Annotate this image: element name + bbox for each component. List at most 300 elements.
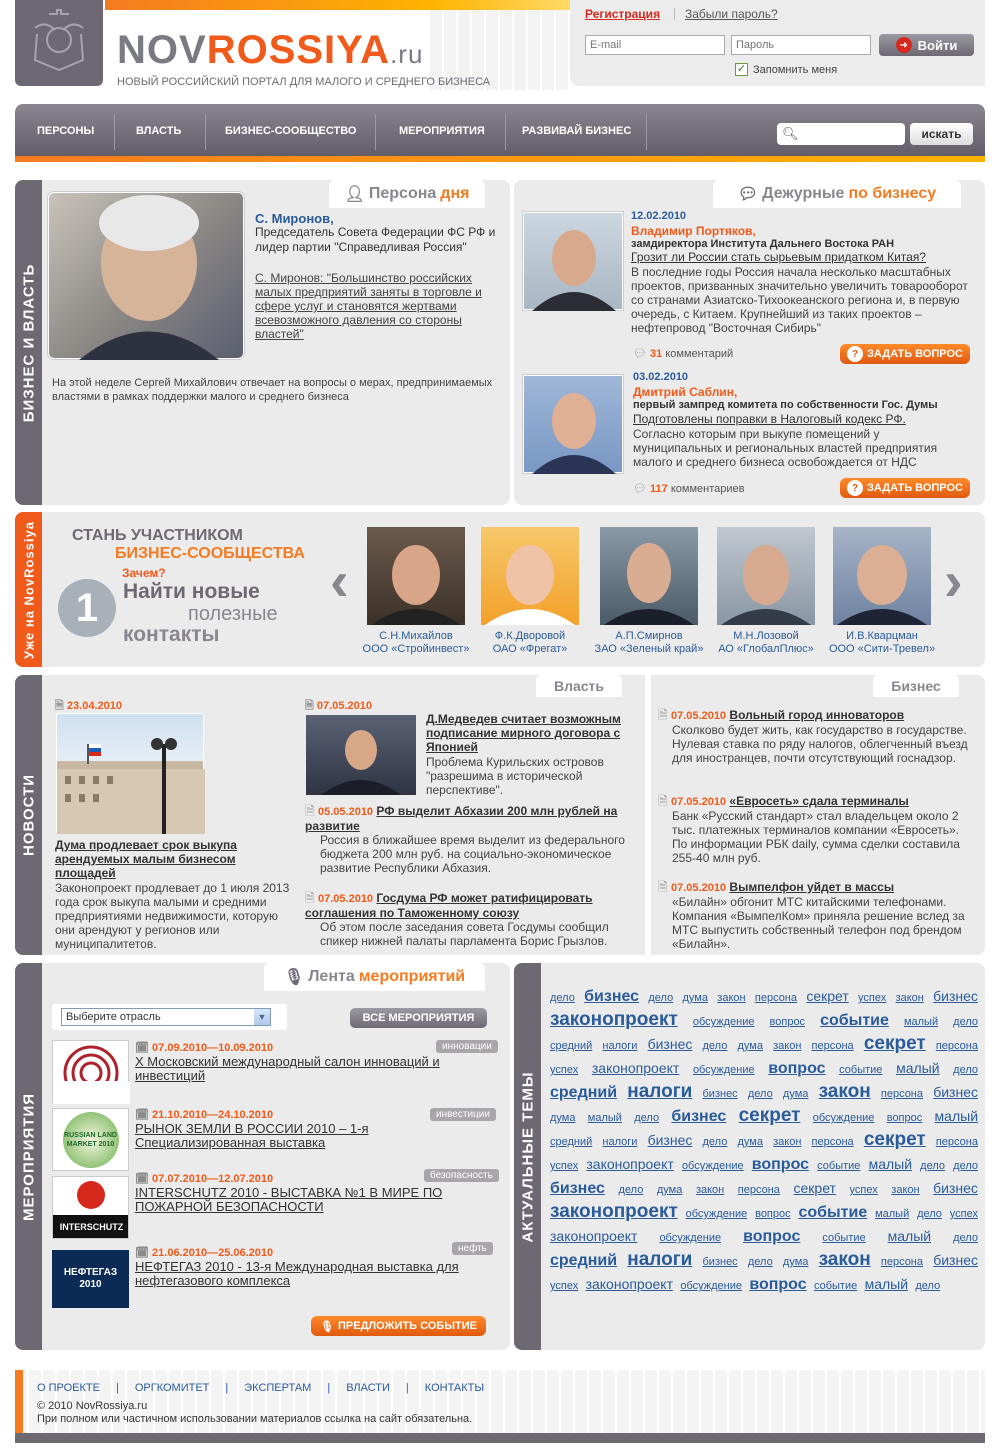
nav-item-power[interactable]: ВЛАСТЬ [136,125,182,137]
event-dates [135,1172,273,1185]
member-name[interactable]: Ф.К.Дворовой [494,630,566,642]
industry-select[interactable] [61,1008,271,1026]
question-icon: ? [847,480,863,496]
topic-tag[interactable]: событие [820,1012,889,1029]
footer-link[interactable]: ОРГКОМИТЕТ [134,1382,210,1394]
topic-tag[interactable]: закон [695,1184,725,1196]
topic-tag[interactable]: событие [813,1280,858,1292]
expert-text: В последние годы Россия начала несколько масштабных проектов, призванных значительно увеличить товарооборот со странами Азиатско-Тихоокеанского региона и, в первую очередь, с Китаем. Крупнейший из таких проектов – нефтепровод "Восточная Сибирь" [631,265,968,335]
topic-tag[interactable]: малый [903,1016,939,1028]
member-photo[interactable] [717,527,815,625]
footer-link[interactable]: ЭКСПЕРТАМ [244,1382,312,1394]
topic-tag[interactable]: дума [550,1112,576,1124]
member-photo[interactable] [481,527,579,625]
land-market-logo-text: RUSSIAN LAND MARKET 2010 [63,1112,119,1168]
footer-link[interactable]: О ПРОЕКТЕ [37,1382,100,1394]
document-icon: 🗎︎ [55,700,64,712]
nav-item-develop-business[interactable]: РАЗВИВАЙ БИЗНЕС [522,125,632,137]
calendar-icon: 🗓︎ [135,1109,149,1121]
footer-separator: | [115,1382,119,1394]
event-dates-text: 07.07.2010—12.07.2010 [152,1173,274,1185]
search-input[interactable] [777,123,905,145]
news-date-text: 07.05.2010 [671,796,727,808]
topic-tag[interactable]: успех [949,1208,978,1220]
news-date-text: 05.05.2010 [318,806,374,818]
member-photo[interactable] [600,527,698,625]
topic-tag[interactable]: персона [935,1040,978,1052]
expert-position: замдиректора Института Дальнего Востока РАН [631,238,895,250]
member-portrait [833,527,931,625]
nav-item-persons[interactable]: ПЕРСОНЫ [37,125,95,137]
nav-item-business-community[interactable]: БИЗНЕС-СООБЩЕСТВО [225,125,357,137]
interschutz-logo-text: INTERSCHUTZ [53,1215,129,1239]
business-news-tab[interactable]: Бизнес [873,675,959,697]
topic-tag[interactable]: законопроект [550,1228,638,1244]
news-text: Банк «Русский стандарт» стал владельцем около 2 тыс. платежных терминалов компании «Евросеть». По информации РБК daily, сумма сделки составила 255-40 млн руб. [672,809,960,865]
topic-tag[interactable]: обсуждение [681,1160,744,1172]
news-text: Сколково будет жить, как государство в государстве. Нулевая ставка по ряду налогов, облегченный въезд для иностранцев, почти отсутствующий госнадзор. [672,723,968,765]
topic-tag[interactable]: персона [811,1136,854,1148]
topic-tag[interactable]: персона [811,1040,854,1052]
topic-tag[interactable]: дело [747,1088,773,1100]
topic-tag[interactable]: малый [868,1156,913,1172]
section-sidebar [15,963,42,1350]
ask-button-label: ЗАДАТЬ ВОПРОС [867,482,963,494]
footer-separator: | [405,1382,409,1394]
topic-tag[interactable]: событие [817,1160,861,1172]
search-icon: 🔍︎ [782,126,799,141]
innovation-salon-logo [53,1041,130,1104]
member-name[interactable]: И.В.Кварцман [846,630,918,642]
section-title-community: Уже на NovRossiya [21,520,36,659]
ask-button-label: ЗАДАТЬ ВОПРОС [867,348,963,360]
topic-tag[interactable]: успех [550,1064,579,1076]
topic-tag[interactable]: успех [849,1184,878,1196]
topic-tag[interactable]: дело [953,1064,979,1076]
topic-tag[interactable]: малый [896,1060,940,1076]
topic-tag[interactable]: бизнес [550,1180,605,1197]
comments-number: 31 [650,348,663,360]
all-events-button[interactable]: ВСЕ МЕРОПРИЯТИЯ [350,1008,487,1028]
topic-tag[interactable]: дело [747,1256,773,1268]
persona-position: Председатель Совета Федерации ФС РФ и лидер партии "Справедливая Россия" [255,225,496,254]
topic-tag[interactable]: персона [935,1136,978,1148]
topic-tag[interactable]: персона [737,1184,780,1196]
expert-photo[interactable] [523,375,623,473]
topic-tag[interactable]: секрет [738,1105,801,1126]
nav-divider [646,114,647,150]
topic-tag[interactable]: дума [682,992,708,1004]
chat-bubble-icon: 💬︎ [737,186,759,203]
topic-tag[interactable]: персона [754,992,798,1004]
topic-tag[interactable]: обсуждение [685,1208,748,1220]
topic-tag[interactable]: вопрос [743,1228,801,1245]
reason-line2: полезные [188,603,278,625]
carousel-prev-icon[interactable]: ‹ [330,549,349,612]
news-date-text: 07.05.2010 [671,710,727,722]
topic-tag[interactable]: вопрос [768,1060,826,1077]
topic-tag[interactable]: малый [864,1276,909,1292]
event-dates [135,1246,273,1259]
topic-tag[interactable]: законопроект [591,1060,680,1076]
news-date-text: 07.05.2010 [318,893,374,905]
persona-of-day-tab [329,180,485,208]
topic-tag[interactable]: средний [550,1252,618,1269]
news-title-link[interactable]: Дума продлевает срок выкупа арендуемых малым бизнесом площадей [55,838,237,880]
question-icon: ? [847,346,863,362]
topic-tag[interactable]: бизнес [933,988,978,1004]
topic-tag[interactable]: секрет [863,1129,926,1150]
member-company: ООО «Стройинвест» [362,643,470,655]
section-sidebar [15,180,42,505]
topic-tag[interactable]: вопрос [886,1112,923,1124]
event-dates [135,1108,273,1121]
topic-tag[interactable]: малый [887,1228,932,1244]
topic-tag[interactable]: дело [618,1184,644,1196]
event-tag[interactable]: инвестиции [430,1108,496,1121]
document-icon: 🗎︎ [658,708,668,722]
document-icon: 🗎︎ [658,794,668,808]
persona-portrait [49,193,245,360]
event-tag[interactable]: нефть [452,1242,493,1255]
document-icon: 🗎︎ [305,700,314,712]
news-photo[interactable] [56,713,204,833]
news-title-link[interactable]: Д.Медведев считает возможным подписание мирного договора с Японией [426,712,621,754]
topic-tag[interactable]: налоги [602,1040,638,1052]
topic-tag[interactable]: дума [782,1256,809,1268]
member-name[interactable]: С.Н.Михайлов [379,630,453,642]
tab-word: Лента [308,968,355,985]
topic-tag[interactable]: дело [953,1016,978,1028]
topic-tag[interactable]: вопрос [769,1016,806,1028]
topic-tag[interactable]: средний [550,1040,593,1052]
topic-tag[interactable]: малый [875,1208,910,1220]
header-accent-bar [105,0,570,10]
expert-date: 12.02.2010 [631,210,687,222]
tab-word-accent: мероприятий [358,968,466,985]
news-text: «Билайн» обгонит МТС китайскими телефонами. Компания «ВымпелКом» приняла решение вслед за МТС выпустить собственный телефон под брендом «Билайн». [672,895,965,951]
microphone-icon: 🎙︎ [320,1320,334,1333]
site-logo[interactable] [117,30,423,74]
footer-separator: | [327,1382,331,1394]
power-news-tab[interactable]: Власть [536,675,622,697]
neftegaz-logo-text: НЕФТЕГАЗ 2010 [63,1267,118,1290]
topic-tag[interactable]: успех [550,1160,579,1172]
expert-name[interactable]: Дмитрий Саблин, [633,385,738,399]
propose-event-label: ПРЕДЛОЖИТЬ СОБЫТИЕ [338,1320,477,1332]
topic-tag[interactable]: дело [702,1040,728,1052]
news-date-text: 23.04.2010 [66,700,122,712]
topic-tag[interactable]: законопроект [586,1156,674,1172]
topic-tag[interactable]: обсуждение [812,1112,875,1124]
tag-cloud [548,985,980,1340]
forgot-password-link[interactable]: Забыли пароль? [685,7,778,21]
topic-tag[interactable]: персона [880,1088,924,1100]
topic-tag[interactable]: налоги [627,1081,693,1102]
news-text: Проблема Курильских островов "разрешима в исторической перспективе". [426,755,604,797]
document-icon: 🗎︎ [305,804,315,818]
events-feed-tab [264,963,485,991]
topic-tag[interactable]: закон [818,1081,871,1102]
reason-line3: контакты [123,623,220,646]
topic-tag[interactable]: дума [737,1136,763,1148]
expert-text: Согласно которым при выкупе помещений у муниципальных и региональных властей предприятия малого и среднего бизнеса освобождается от НДС [633,427,938,469]
comment-icon: 💬︎ [633,348,647,360]
topic-tag[interactable]: закон [818,1249,871,1270]
person-icon: 👤︎ [344,186,365,203]
expert-portrait [524,376,624,474]
topic-tag[interactable]: событие [798,1204,868,1221]
news-title-link[interactable]: РФ выделит Абхазии 200 млн рублей на развитие [305,804,618,833]
news-title-link[interactable]: Госдума РФ может ратифицировать соглашения по Таможенному союзу [305,891,593,920]
expert-portrait [524,213,624,311]
nav-divider [205,114,206,150]
section-sidebar [514,963,541,1350]
community-headline: СТАНЬ УЧАСТНИКОМ [72,527,243,544]
topic-tag[interactable]: дума [656,1184,683,1196]
event-dates-text: 07.09.2010—10.09.2010 [152,1042,274,1054]
news-date-text: 07.05.2010 [316,700,372,712]
topic-tag[interactable]: обсуждение [692,1064,755,1076]
topic-tag[interactable]: законопроект [550,1009,678,1030]
footer-notice: При полном или частичном использовании материалов ссылка на сайт обязательна. [37,1413,473,1425]
news-text: Законопроект продлевает до 1 июля 2013 года срок выкупа малыми и средними предприятиями недвижимости, которую они арендуют у регионов или муниципалитетов. [55,881,290,951]
topic-tag[interactable]: событие [822,1232,866,1244]
topic-tag[interactable]: вопрос [751,1156,810,1173]
topic-tag[interactable]: закон [891,1184,920,1196]
ask-question-button[interactable] [840,478,970,498]
calendar-icon: 🗓︎ [135,1173,149,1185]
news-title-link[interactable]: Вымпелфон уйдет в массы [729,880,895,894]
document-icon: 🗎︎ [305,891,315,905]
event-title-link[interactable]: INTERSCHUTZ 2010 - ВЫСТАВКА №1 В МИРЕ ПО ПОЖАРНОЙ БЕЗОПАСНОСТИ [135,1185,443,1214]
topic-tag[interactable]: обсуждение [680,1280,742,1292]
topic-tag[interactable]: дело [920,1160,946,1172]
login-button-label: Войти [917,37,958,53]
news-title-link[interactable]: Вольный город инноваторов [729,708,905,722]
topic-tag[interactable]: бизнес [702,1256,738,1268]
section-title-business-power: БИЗНЕС И ВЛАСТЬ [20,263,37,422]
nav-item-events[interactable]: МЕРОПРИЯТИЯ [399,125,485,137]
member-name[interactable]: М.Н.Лозовой [733,630,799,642]
topic-tag[interactable]: бизнес [647,1132,693,1148]
divider [674,8,675,20]
event-title-link[interactable]: НЕФТЕГАЗ 2010 - 13-я Международная выставка для нефтегазового комплекса [135,1259,459,1288]
topic-tag[interactable]: бизнес [933,1180,978,1196]
topic-tag[interactable]: бизнес [584,988,640,1005]
ask-question-button[interactable] [840,344,970,364]
topic-tag[interactable]: персона [880,1256,924,1268]
tab-word-accent: дня [440,185,470,202]
topic-tag[interactable]: бизнес [933,1084,978,1100]
news-item [658,708,978,723]
topic-tag[interactable]: налоги [627,1249,693,1270]
footer-link[interactable]: ВЛАСТИ [346,1382,390,1394]
member-portrait [481,527,579,625]
topic-tag[interactable]: дума [737,1040,763,1052]
section-sidebar [15,512,42,667]
topic-tag[interactable]: дело [917,1208,942,1220]
persona-quote-link[interactable]: С. Миронов: "Большинство российских малых предприятий заняты в торговле и сфере услуг и становятся жертвами всевозможного давления со стороны властей" [255,271,482,341]
member-photo[interactable] [833,527,931,625]
comments-count[interactable] [633,482,744,495]
comments-number: 117 [650,483,668,495]
propose-event-button[interactable] [311,1316,486,1336]
event-logo[interactable] [52,1040,129,1103]
reason-number: 1 [58,579,116,637]
news-date-text: 07.05.2010 [671,882,727,894]
topic-tag[interactable]: закон [717,992,746,1004]
topic-tag[interactable]: дума [782,1088,809,1100]
calendar-icon: 🗓︎ [135,1042,149,1054]
topic-tag[interactable]: дело [648,992,674,1004]
register-link[interactable]: Регистрация [585,7,661,21]
news-text: Россия в ближайшее время выделит из федерального бюджета 200 млн руб. на социально-экономическое развитие Республики Абхазия. [320,833,625,875]
tab-word: Персона [368,185,437,202]
topic-tag[interactable]: налоги [602,1136,638,1148]
topic-tag[interactable]: вопрос [755,1208,791,1220]
carousel-next-icon[interactable]: › [944,549,963,612]
expert-question-link[interactable]: Грозит ли России стать сырьевым придатком Китая? [631,250,926,264]
topic-tag[interactable]: дело [953,1232,978,1244]
section-title-topics: АКТУАЛЬНЫЕ ТЕМЫ [519,1070,536,1243]
duma-building-illustration [57,714,205,834]
news-item [658,794,978,809]
persona-description: На этой неделе Сергей Михайлович отвечает на вопросы о мерах, предпринимаемых властями в рамках поддержки малого и среднего бизнеса [52,377,493,403]
expert-name[interactable]: Владимир Портяков, [631,224,756,238]
topic-tag[interactable]: дело [634,1112,660,1124]
topic-tag[interactable]: дело [550,992,575,1004]
expert-question-link[interactable]: Подготовлены поправки в Налоговый кодекс РФ. [633,412,906,426]
document-icon: 🗎︎ [658,880,668,894]
topic-tag[interactable]: закон [773,1040,802,1052]
topic-tag[interactable]: дело [915,1280,941,1292]
medvedev-portrait [306,715,416,795]
event-dates-text: 21.06.2010—25.06.2010 [152,1247,274,1259]
topic-tag[interactable]: закон [773,1136,802,1148]
footer-bottom-bar [15,1433,985,1443]
community-headline-accent: БИЗНЕС-СООБЩЕСТВА [115,545,305,562]
email-input[interactable] [585,35,725,55]
nav-divider [114,114,115,150]
topic-tag[interactable]: законопроект [550,1201,678,1222]
chevron-down-icon[interactable]: ▼ [254,1009,270,1025]
duty-experts-tab [713,180,961,208]
calendar-icon: 🗓︎ [135,1247,149,1259]
news-title-link[interactable]: «Евросеть» сдала терминалы [729,794,909,808]
member-company: АО «ГлобалПлюс» [718,643,814,655]
topic-tag[interactable]: бизнес [933,1252,978,1268]
reason-line1: Найти новые [123,580,260,603]
arrow-right-icon: ➜ [896,37,912,53]
topic-tag[interactable]: обсуждение [659,1232,722,1244]
member-portrait [367,527,465,625]
persona-name[interactable]: С. Миронов, [255,211,334,226]
tab-word: Дежурные [762,185,845,202]
topic-tag[interactable]: обсуждение [692,1016,755,1028]
community-why: Зачем? [122,566,166,580]
logo-text-main: NOV [117,28,207,72]
news-text: Об этом после заседания совета Госдумы сообщил спикер нижней палаты парламента Борис Грызлов. [320,920,609,948]
persona-photo[interactable] [48,192,244,359]
section-title-news: НОВОСТИ [20,773,37,857]
event-title-link[interactable]: РЫНОК ЗЕМЛИ В РОССИИ 2010 – 1-я Специализированная выставка [135,1121,369,1150]
topic-tag[interactable]: средний [550,1084,618,1101]
topic-tag[interactable]: секрет [806,988,849,1004]
event-dates [135,1041,273,1054]
event-logo[interactable] [52,1176,129,1239]
news-date [305,697,372,716]
event-logo[interactable] [52,1108,129,1171]
search-button[interactable]: искать [910,123,973,145]
topic-tag[interactable]: малый [934,1108,979,1124]
event-logo[interactable] [52,1250,129,1308]
topic-tag[interactable]: законопроект [585,1276,673,1292]
topic-tag[interactable]: малый [587,1112,622,1124]
topic-tag[interactable]: вопрос [749,1276,807,1293]
topic-tag[interactable]: бизнес [671,1108,727,1125]
topic-tag[interactable]: бизнес [702,1088,738,1100]
site-tagline: НОВЫЙ РОССИЙСКИЙ ПОРТАЛ ДЛЯ МАЛОГО И СРЕДНЕГО БИЗНЕСА [117,76,491,88]
news-item [305,891,635,920]
topic-tag[interactable]: бизнес [647,1036,693,1052]
footer [15,1370,985,1438]
topic-tag[interactable]: дело [953,1160,978,1172]
section-title-events: МЕРОПРИЯТИЯ [20,1092,37,1221]
section-sidebar [15,675,42,955]
nav-divider [505,114,506,150]
remember-label: Запомнить меня [753,64,838,76]
member-company: ОАО «Фрегат» [492,643,568,655]
topic-tag[interactable]: событие [839,1064,883,1076]
nav-divider [375,114,376,150]
emblem-box[interactable] [15,0,103,86]
news-item [305,804,635,833]
topic-tag[interactable]: дело [702,1136,728,1148]
member-portrait [717,527,815,625]
event-tag[interactable]: инновации [436,1040,498,1053]
comments-label: комментарий [665,348,734,360]
member-portrait [600,527,698,625]
member-photo[interactable] [367,527,465,625]
expert-photo[interactable] [523,212,623,310]
member-company: ООО «Сити-Тревел» [828,643,936,655]
topic-tag[interactable]: средний [550,1136,593,1148]
remember-checkbox[interactable]: ✓ [736,63,747,75]
topic-tag[interactable]: секрет [793,1180,836,1196]
comments-count[interactable] [633,347,733,360]
microphone-icon: 🎙︎ [283,969,305,986]
tab-word-accent: по бизнесу [848,185,937,202]
topic-tag[interactable]: успех [550,1280,579,1292]
event-tag[interactable]: безопасность [424,1169,499,1182]
footer-link[interactable]: КОНТАКТЫ [424,1382,485,1394]
member-name[interactable]: А.П.Смирнов [615,630,683,642]
news-item [658,880,978,895]
topic-tag[interactable]: закон [895,992,924,1004]
topic-tag[interactable]: секрет [863,1033,926,1054]
expert-date: 03.02.2010 [633,371,689,383]
login-button[interactable] [879,34,974,56]
event-title-link[interactable]: X Московский международный салон инноваций и инвестиций [135,1054,440,1083]
member-company: ЗАО «Зеленый край» [594,643,704,655]
topic-tag[interactable]: успех [858,992,887,1004]
footer-links [37,1382,484,1394]
news-photo[interactable] [306,715,416,795]
rooster-icon [77,1181,105,1209]
password-input[interactable] [731,35,871,55]
coat-of-arms-icon [15,0,103,86]
